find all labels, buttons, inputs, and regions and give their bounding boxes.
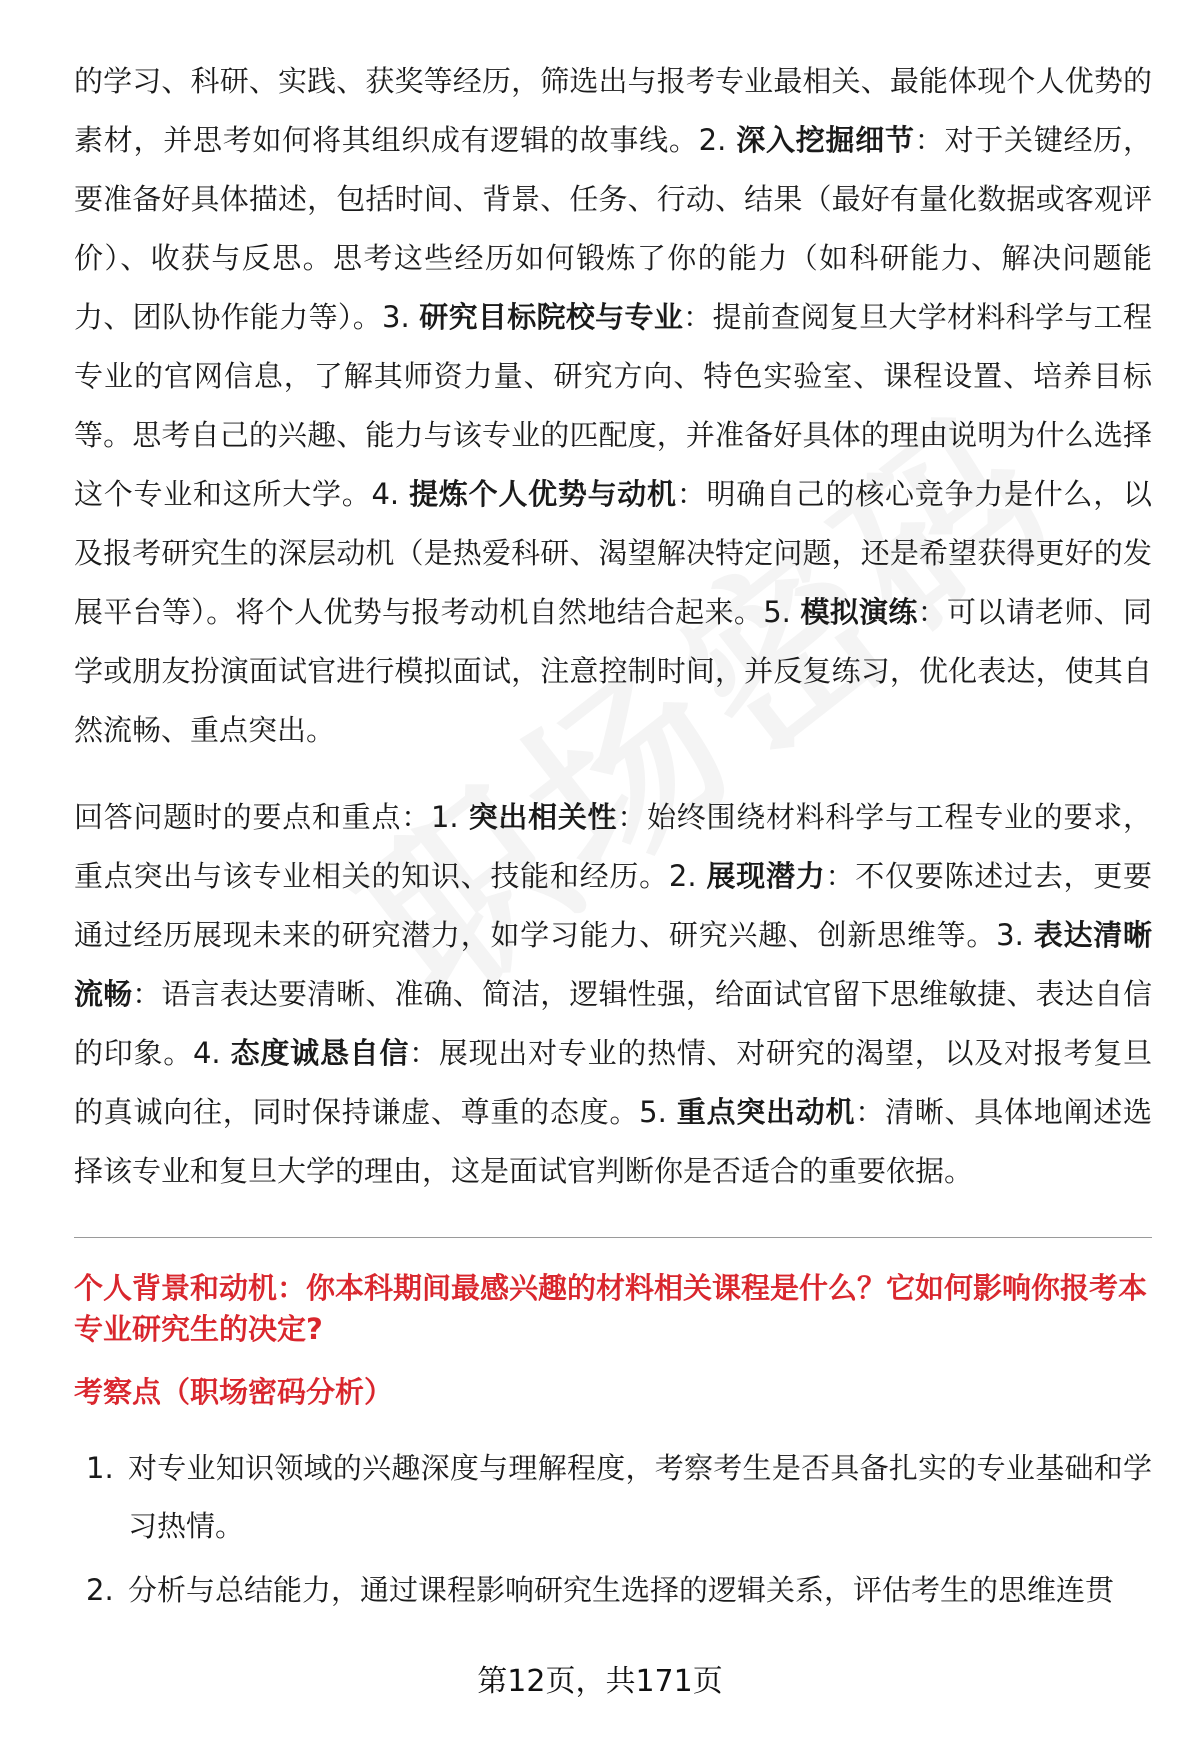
bold-term: 突出相关性 — [468, 800, 618, 834]
list-item-text: 分析与总结能力，通过课程影响研究生选择的逻辑关系，评估考生的思维连贯 — [128, 1573, 1115, 1607]
bold-term: 深入挖掘细节 — [736, 123, 915, 157]
text-run: ：始终围绕材料科学与工程专业的要求，重点突出与该专业相关的知识、技能和经历。2. — [74, 800, 1152, 893]
text-run: ：明确自己的核心竞争力是什么，以及报考研究生的深层动机（是热爱科研、渴望解决特定问题，还是希望获得更好的发展平台等）。将个人优势与报考动机自然地结合起来。5. — [74, 477, 1152, 629]
bold-term: 态度诚恳自信 — [230, 1036, 410, 1070]
page-number-footer: 第12页，共171页 — [477, 1664, 723, 1699]
paragraph-gap — [74, 760, 1152, 788]
text-run: ：语言表达要清晰、准确、简洁，逻辑性强，给面试官留下思维敏捷、表达自信的印象。4. — [74, 977, 1152, 1070]
bold-term: 模拟演练 — [800, 595, 918, 629]
bold-term: 重点突出动机 — [676, 1095, 856, 1129]
bold-term: 展现潜力 — [706, 859, 826, 893]
text-run: ：可以请老师、同学或朋友扮演面试官进行模拟面试，注意控制时间，并反复练习，优化表达，使其自然流畅、重点突出。 — [74, 595, 1152, 747]
list-number: 1. — [86, 1451, 114, 1485]
bold-term: 提炼个人优势与动机 — [409, 477, 677, 511]
preparation-paragraph — [74, 52, 1152, 760]
text-run: ：对于关键经历，要准备好具体描述，包括时间、背景、任务、行动、结果（最好有量化数据或客观评价）、收获与反思。思考这些经历如何锻炼了你的能力（如科研能力、解决问题能力、团队协作能力等）。3. — [74, 123, 1152, 334]
text-run: ：展现出对专业的热情、对研究的渴望，以及对报考复旦的真诚向往，同时保持谦虚、尊重的态度。5. — [74, 1036, 1152, 1129]
page-content — [74, 52, 1152, 1625]
list-item-text: 对专业知识领域的兴趣深度与理解程度，考察考生是否具备扎实的专业基础和学习热情。 — [128, 1451, 1152, 1543]
bold-term: 研究目标院校与专业 — [419, 300, 684, 334]
assessment-list — [74, 1439, 1152, 1619]
interview-question: 个人背景和动机：你本科期间最感兴趣的材料相关课程是什么？它如何影响你报考本专业研究生的决定? — [74, 1271, 1148, 1346]
answer-points-paragraph — [74, 788, 1152, 1201]
list-item — [74, 1439, 1152, 1555]
assessment-heading: 考察点（职场密码分析） — [74, 1375, 394, 1409]
text-run: ：提前查阅复旦大学材料科学与工程专业的官网信息，了解其师资力量、研究方向、特色实验室、课程设置、培养目标等。思考自己的兴趣、能力与该专业的匹配度，并准备好具体的理由说明为什么选择这个专业和这所大学。4. — [74, 300, 1152, 511]
text-run: ：不仅要陈述过去，更要通过经历展现未来的研究潜力，如学习能力、研究兴趣、创新思维等。3. — [74, 859, 1152, 952]
text-run: 回答问题时的要点和重点：1. — [74, 800, 469, 834]
bold-term: 表达清晰流畅 — [74, 918, 1152, 1011]
section-divider — [74, 1237, 1152, 1238]
text-run: ：清晰、具体地阐述选择该专业和复旦大学的理由，这是面试官判断你是否适合的重要依据。 — [74, 1095, 1152, 1188]
list-number: 2. — [86, 1573, 114, 1607]
list-item — [74, 1561, 1152, 1619]
text-run: 的学习、科研、实践、获奖等经历，筛选出与报考专业最相关、最能体现个人优势的素材，并思考如何将其组织成有逻辑的故事线。2. — [74, 64, 1152, 157]
